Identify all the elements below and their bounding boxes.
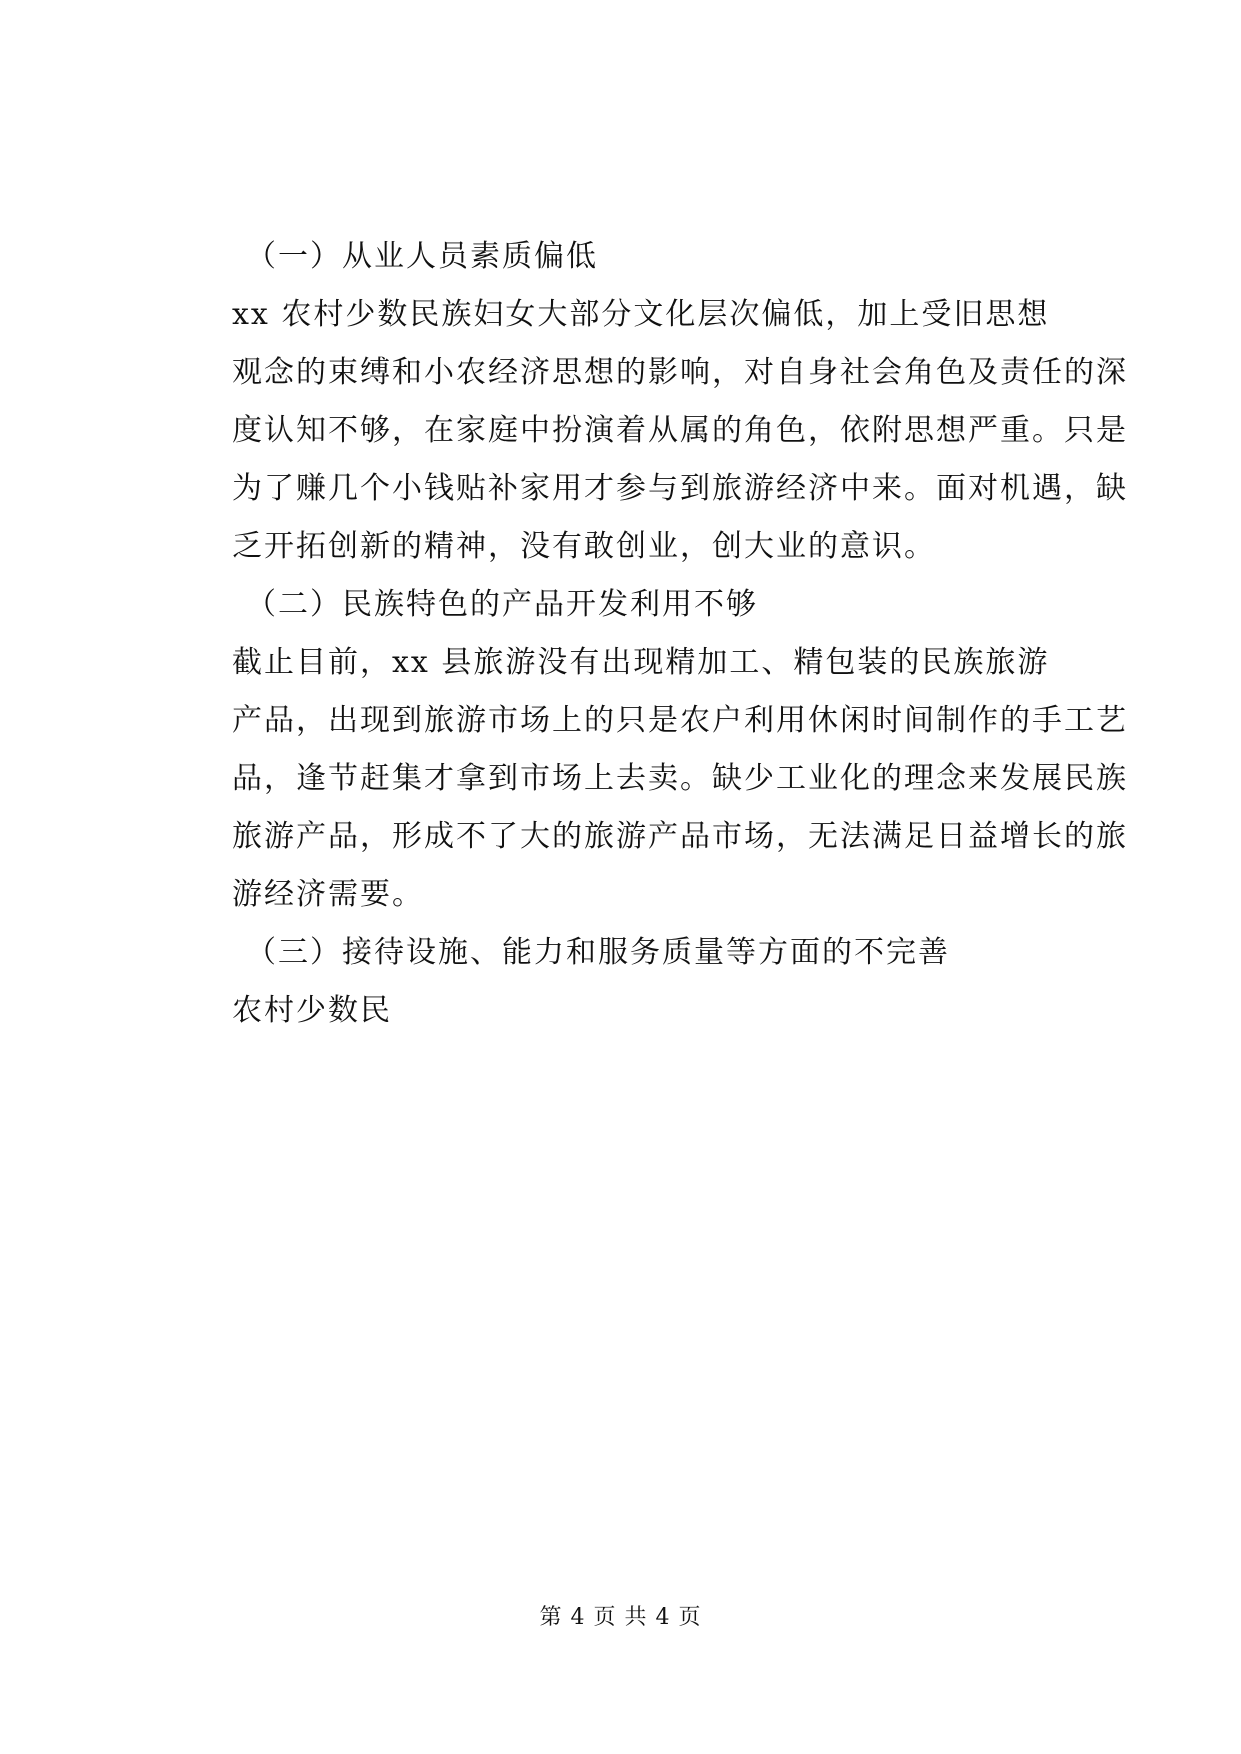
section-2-line-1: 截止目前，xx 县旅游没有出现精加工、精包装的民族旅游 [232, 645, 1050, 680]
section-1-heading: （一）从业人员素质偏低 [246, 239, 598, 274]
section-2-line-3: 品，逢节赶集才拿到市场上去卖。缺少工业化的理念来发展民族 [232, 761, 1128, 796]
section-1-line-2: 观念的束缚和小农经济思想的影响，对自身社会角色及责任的深 [232, 355, 1128, 390]
section-2-line-5: 游经济需要。 [232, 877, 424, 912]
document-body [232, 228, 1128, 1040]
section-1-line-1: xx 农村少数民族妇女大部分文化层次偏低，加上受旧思想 [232, 297, 1050, 332]
section-2-heading: （二）民族特色的产品开发利用不够 [246, 587, 758, 622]
page-number-footer: 第 4 页 共 4 页 [539, 1605, 702, 1630]
section-1-line-4: 为了赚几个小钱贴补家用才参与到旅游经济中来。面对机遇，缺 [232, 471, 1128, 506]
section-1-line-3: 度认知不够，在家庭中扮演着从属的角色，依附思想严重。只是 [232, 413, 1128, 448]
section-1-line-5: 乏开拓创新的精神，没有敢创业，创大业的意识。 [232, 529, 936, 564]
section-2-line-4: 旅游产品，形成不了大的旅游产品市场，无法满足日益增长的旅 [232, 819, 1128, 854]
section-3-heading: （三）接待设施、能力和服务质量等方面的不完善 [246, 935, 950, 970]
section-3-line-1: 农村少数民 [232, 993, 392, 1028]
section-2-line-2: 产品，出现到旅游市场上的只是农户利用休闲时间制作的手工艺 [232, 703, 1128, 738]
